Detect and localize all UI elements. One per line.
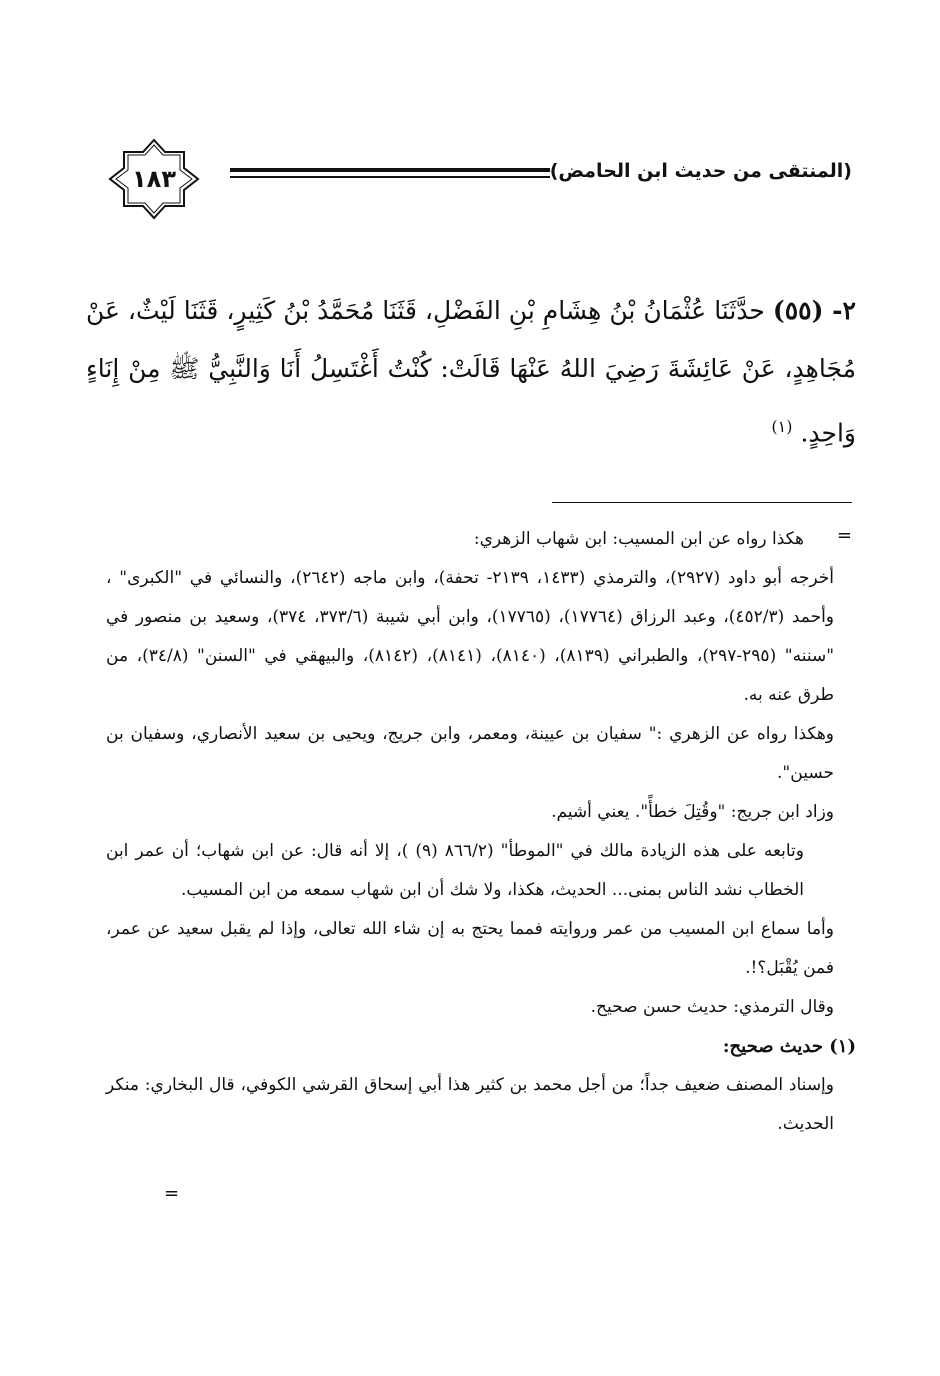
footnote-line: هكذا رواه عن ابن المسيب: ابن شهاب الزهري: — [473, 529, 804, 549]
footnote-paragraph: أخرجه أبو داود (٢٩٢٧)، والترمذي (١٤٣٣، ٢١٣٩- تحفة)، وابن ماجه (٢٦٤٢)، والنسائي في "الكبرى" ، وأحمد (٤٥٢/٣)، وعبد الرزاق (١٧٧٦٤)، (١٧٧٦٥)، وابن أبي شيبة (٣٧٣/٦، ٣٧٤)، وسعيد بن منصور في "سننه" (٢٩٥-٢٩٧)، والطبراني (٨١٣٩)، (٨١٤٠)، (٨١٤١)، (٨١٤٢)، والبيهقي في "السنن" (٣٤/٨)، من طرق عنه به. — [106, 568, 835, 705]
hadith-text: حدَّثَنَا عُثْمَانُ بْنُ هِشَامِ بْنِ الفَضْلِ، قَثَنَا مُحَمَّدُ بْنُ كَثِيرٍ، قَثَنَا لَيْثٌ، عَنْ مُجَاهِدٍ، عَنْ عَائِشَةَ رَضِيَ اللهُ عَنْهَا قَالَتْ: كُنْتُ أَغْتَسِلُ أَنَا وَالنَّبِيُّ ﷺ مِنْ إِنَاءٍ وَاحِدٍ. — [86, 296, 856, 448]
running-header-title: (المنتقى من حديث ابن الحامض) — [549, 160, 852, 182]
page-number-badge — [108, 138, 200, 220]
footnotes-section — [106, 520, 856, 1144]
header-rule — [230, 168, 550, 180]
footnote-paragraph: وأما سماع ابن المسيب من عمر وروايته فمما يحتج به إن شاء الله تعالى، وإذا لم يقبل سعيد عن عمر، فمن يُقْبَل؟!. — [106, 919, 834, 978]
footnote-line: وقال الترمذي: حديث حسن صحيح. — [590, 997, 834, 1017]
continuation-mark: = — [836, 525, 852, 546]
footnote-paragraph: وإسناد المصنف ضعيف جداً؛ من أجل محمد بن كثير هذا أبي إسحاق القرشي الكوفي، قال البخاري: منكر الحديث. — [106, 1075, 834, 1134]
hadith-block — [86, 282, 856, 462]
end-continuation-mark: = — [164, 1183, 180, 1204]
header-rule-thick — [230, 168, 550, 172]
hadith-number: ٢- (٥٥) — [772, 296, 856, 325]
footnote-paragraph: وتابعه على هذه الزيادة مالك في "الموطأ" (٨٦٦/٢ (٩) )، إلا أنه قال: عن ابن شهاب؛ أن عمر ابن الخطاب نشد الناس بمنى... الحديث، هكذا، ولا شك أن ابن شهاب سمعه من ابن المسيب. — [106, 841, 805, 900]
page-number: ١٨٣ — [132, 165, 176, 193]
footnote-line: وزاد ابن جريج: "وقُتِلَ خطأً". يعني أشيم. — [551, 802, 834, 822]
footnote-paragraph: وهكذا رواه عن الزهري :" سفيان بن عيينة، ومعمر، وابن جريج، ويحيى بن سعيد الأنصاري، وسفيان بن حسين". — [106, 724, 834, 783]
header-rule-thin — [230, 176, 550, 178]
footnote-heading: (١) حديث صحيح: — [722, 1036, 856, 1057]
footnote-reference: (١) — [771, 417, 793, 436]
footnote-separator — [552, 502, 852, 503]
